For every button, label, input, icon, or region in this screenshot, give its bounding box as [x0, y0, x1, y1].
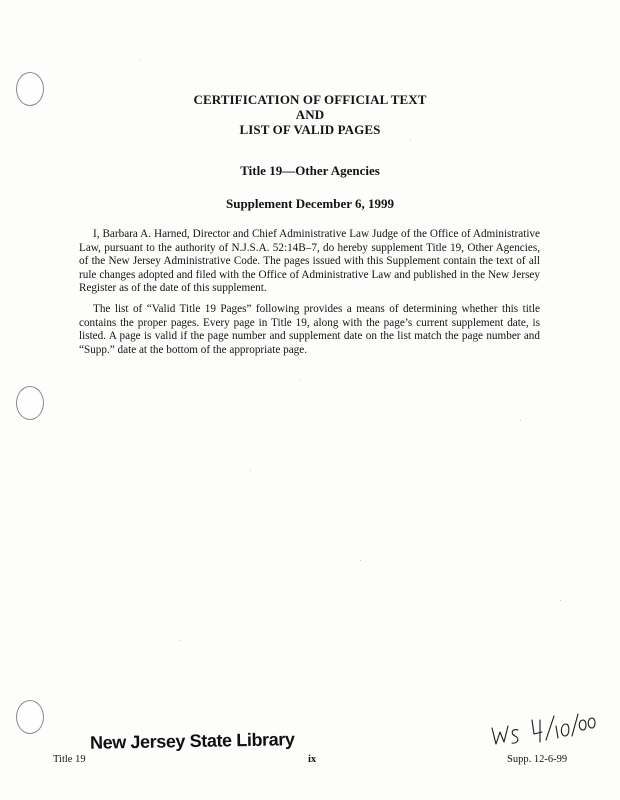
heading-line-2: AND — [295, 107, 325, 122]
certification-heading — [0, 92, 620, 137]
scan-noise — [180, 640, 181, 641]
handwritten-initials-date — [488, 706, 598, 754]
footer-page-number: ix — [308, 754, 317, 765]
library-stamp: New Jersey State Library — [89, 729, 295, 753]
scan-noise — [520, 420, 521, 421]
punch-hole-middle — [16, 386, 44, 420]
punch-hole-bottom — [16, 700, 44, 734]
footer-supplement-date: Supp. 12-6-99 — [507, 754, 568, 765]
scan-noise — [360, 560, 361, 561]
supplement-date-heading: Supplement December 6, 1999 — [225, 196, 395, 211]
title-heading: Title 19—Other Agencies — [240, 163, 380, 178]
scan-noise — [140, 60, 141, 61]
scan-noise — [300, 380, 301, 381]
scan-noise — [250, 470, 251, 471]
footer-title: Title 19 — [53, 754, 86, 765]
heading-line-1: CERTIFICATION OF OFFICIAL TEXT — [193, 92, 427, 107]
scan-noise — [560, 600, 561, 601]
heading-line-3: LIST OF VALID PAGES — [239, 122, 381, 137]
certification-paragraph: I, Barbara A. Harned, Director and Chief Administrative Law Judge of the Office of Administrative Law, pursuant to the authority of N.J.S.A. 52:14B–7, do hereby supplement Title 19, Other Agencies, of the New Jersey Administrative Code. The pages issued with this Supplement contain the text of all rule changes adopted and filed with the Office of Administrative Law and published in the New Jersey Register as of the date of this supplement. — [79, 228, 540, 295]
scan-noise — [410, 140, 411, 141]
valid-pages-paragraph: The list of “Valid Title 19 Pages” following provides a means of determining whether this title contains the proper pages. Every page in Title 19, along with the page’s current supplement date, is listed. A page is valid if the page number and supplement date on the list match the page number and “Supp.” date at the bottom of the appropriate page. — [79, 303, 540, 356]
